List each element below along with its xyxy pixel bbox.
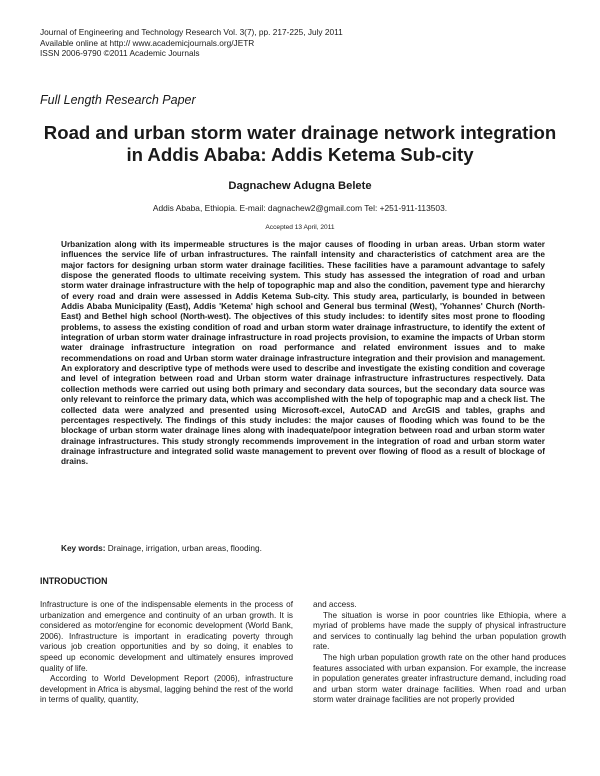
section-heading: INTRODUCTION [40,576,108,586]
paragraph: The situation is worse in poor countries like Ethiopia, where a myriad of problems have made the supply of physical infrastructure and services to continually lag behind the urban population growth rate. [313,610,566,652]
paper-type-label: Full Length Research Paper [40,93,196,107]
paragraph: According to World Development Report (2006), infrastructure development in Africa is abysmal, lagging behind the rest of the world in terms of quality, quantity, [40,674,293,705]
paragraph: Infrastructure is one of the indispensable elements in the process of urbanization and emergence and continuity of an urban growth. It is considered as motor/engine for economic development (World Bank, 2006). Infrastructure is important in eradicating poverty through various job creation opportunities and by so doing, it enables to speed up economic development and ultimately ensures improved quality of life. [40,600,293,673]
left-column [40,600,293,706]
author-affiliation: Addis Ababa, Ethiopia. E-mail: dagnachew2@gmail.com Tel: +251-911-113503. [152,203,448,213]
journal-citation: Journal of Engineering and Technology Research Vol. 3(7), pp. 217-225, July 2011 [40,27,343,37]
journal-availability: Available online at http:// www.academicjournals.org/JETR [40,37,255,48]
keywords-text: Drainage, irrigation, urban areas, flooding. [107,544,262,553]
keywords-label: Key words: [61,544,106,553]
paragraph: The high urban population growth rate on the other hand produces features associated with urban expansion. For example, the increase in population generates greater infrastructure demand, including road and urban storm water drainage facilities. When road and urban storm water drainage facilities are not properly provided [313,652,566,705]
journal-issn: ISSN 2006-9790 ©2011 Academic Journals [40,48,200,59]
journal-header [40,27,343,59]
right-column [313,600,566,706]
paragraph: and access. [313,600,357,609]
paper-title: Road and urban storm water drainage network integration in Addis Ababa: Addis Ketema Sub-city [43,122,557,165]
accepted-date: Accepted 13 April, 2011 [265,224,335,231]
abstract: Urbanization along with its impermeable structures is the major causes of flooding in urban areas. Urban storm water influences the service life of urban infrastructures. The rainfall intensity and characteristics of catchment area are the major factors for designing urban storm water drainage facilities. These facilities have a paramount advantage to safely dispose the generated floods to ultimate receiving system. This study has assessed the integration of road and urban storm water drainage infrastructure with the help of topographic map and also the condition, pavement type and hierarchy of every road and drain were assessed in Addis Ketema Sub-city. This study area, particularly, is bounded in between Addis Ababa Municipality (East), Addis 'Ketema' high school and General bus terminal (West), 'Yohannes' Church (North-East) and Bethel high school (North-west). The objectives of this study includes: to identify sites most prone to flooding problems, to assess the existing condition of road and urban storm water drainage infrastructure, to identify the extent of integration of urban storm water drainage infrastructure in road projects provision, to examine the impacts of Urban storm water drainage infrastructure integration on road performance and related environment issues and to make recommendations on road and Urban storm water drainage infrastructure integration and their provision and management. An exploratory and descriptive type of methods were used to describe and investigate the existing condition and coverage and level of integration between road and Urban storm water drainage infrastructure infrastructures respectively. Data collection methods were carried out using both primary and secondary data sources, but the secondary data source was only relevant to reinforce the primary data, which was accomplished with the help of topographic map and a check list. The collected data were analyzed and presented using Microsoft-excel, AutoCAD and ArcGIS and tables, graphs and percentages respectively. The findings of this study includes: the major causes of flooding which was found to be the blockage of urban storm water drainage lines along with inadequate/poor integration between road and urban storm water drainage infrastructures. This study strongly recommends improvement in the integration of road and urban storm water drainage infrastructure and integrated solid waste management to prevent over flowing of flood as a result of blockage of drains. [61,240,545,467]
author-name: Dagnachew Adugna Belete [228,180,372,192]
keywords [61,544,262,553]
